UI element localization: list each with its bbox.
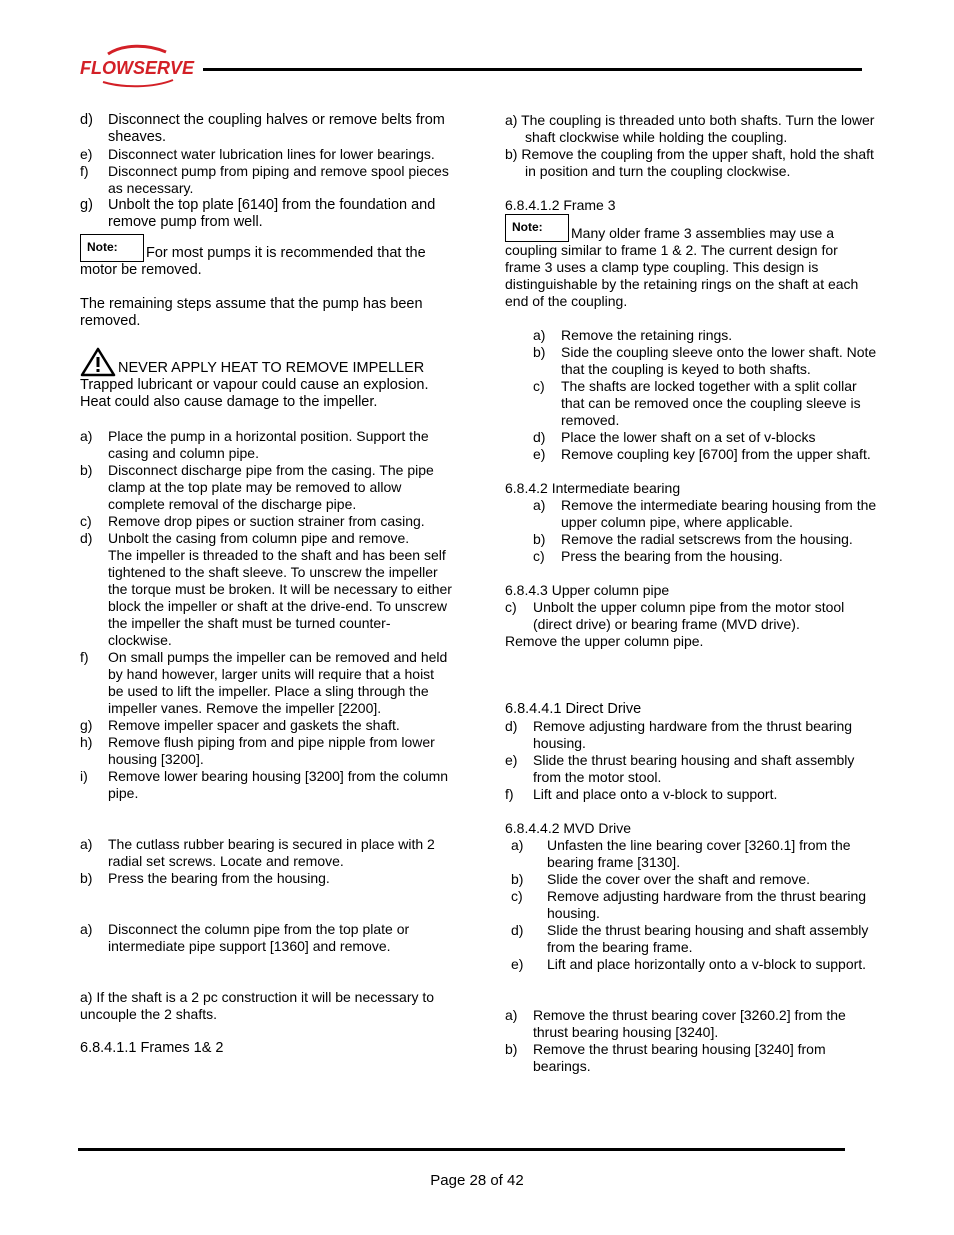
list-item: f) Lift and place onto a v-block to support.: [505, 786, 778, 802]
shaft-paragraph: a) If the shaft is a 2 pc construction it will be necessary to uncouple the 2 shafts.: [80, 989, 435, 1022]
list-item: c) The shafts are locked together with a split collar that can be removed once the coupling sleeve is removed.: [533, 378, 861, 428]
flowserve-logo: [78, 44, 198, 88]
list-item: b) Remove the coupling from the upper shaft, hold the shaft in position and turn the coupling clockwise.: [505, 146, 874, 179]
list-item: c) Remove drop pipes or suction strainer from casing.: [80, 513, 425, 529]
impeller-paragraph: The impeller is threaded to the shaft and has been self tightened to the shaft sleeve. To unscrew the impeller the torque must be broken. It will be necessary to either block the impeller or shaft at the drive-end. To unscrew the impeller the shaft must be turned counter-clockwise.: [108, 547, 452, 648]
upper-column-list: [505, 599, 877, 633]
bearing-removal-list: [80, 836, 452, 887]
list-item: e) Disconnect water lubrication lines for lower bearings.: [80, 146, 435, 162]
list-item: b) Remove the radial setscrews from the housing.: [533, 531, 853, 547]
list-item: d) Place the lower shaft on a set of v-blocks: [533, 429, 816, 445]
list-item: e) Slide the thrust bearing housing and shaft assembly from the motor stool.: [505, 752, 855, 785]
page-number: Page 28 of 42: [430, 1172, 524, 1189]
impeller-removal-list: [80, 649, 452, 802]
intermediate-bearing-list: [505, 497, 877, 565]
list-item: a) Remove the thrust bearing cover [3260.2] from the thrust bearing housing [3240].: [505, 1007, 846, 1040]
list-item: g) Remove impeller spacer and gaskets the shaft.: [80, 717, 400, 733]
warning-line: Trapped lubricant or vapour could cause an explosion.: [80, 377, 429, 393]
upper-column-remove-text: Remove the upper column pipe.: [505, 633, 704, 649]
note-icon: Note:: [505, 214, 569, 242]
disconnect-steps-list: [80, 112, 452, 231]
mvd-drive-heading: 6.8.4.4.2 MVD Drive: [505, 820, 632, 836]
direct-drive-list: [505, 718, 877, 803]
list-item: e) Remove coupling key [6700] from the upper shaft.: [533, 446, 871, 462]
list-item: b) Remove the thrust bearing housing [3240] from bearings.: [505, 1041, 826, 1074]
column-pipe-list: [80, 921, 452, 955]
upper-column-pipe-heading: 6.8.4.3 Upper column pipe: [505, 582, 670, 598]
list-item: d) Remove adjusting hardware from the thrust bearing housing.: [505, 718, 853, 751]
mvd-drive-list: [505, 837, 877, 973]
list-item: b) Disconnect discharge pipe from the casing. The pipe clamp at the top plate may be removed to allow complete removal of the discharge pipe.: [80, 462, 434, 512]
warning-line: Heat could also cause damage to the impeller.: [80, 394, 378, 410]
thrust-bearing-list: [505, 1007, 877, 1075]
header-rule: [203, 68, 862, 71]
remaining-steps-text: The remaining steps assume that the pump has been removed.: [80, 296, 423, 329]
list-item: h) Remove flush piping from and pipe nipple from lower housing [3200].: [80, 734, 435, 767]
frames-1-2-heading: 6.8.4.1.1 Frames 1& 2: [80, 1040, 224, 1056]
list-item: c) Press the bearing from the housing.: [533, 548, 783, 564]
frame-3-heading: 6.8.4.1.2 Frame 3: [505, 197, 616, 213]
note-icon: Note:: [80, 234, 144, 262]
list-item: c) Unbolt the upper column pipe from the motor stool (direct drive) or bearing frame (MVD drive).: [505, 599, 845, 632]
warning-block: [80, 347, 452, 411]
list-item: a) Remove the intermediate bearing housing from the upper column pipe, where applicable.: [533, 497, 877, 530]
list-item: c) Remove adjusting hardware from the thrust bearing housing.: [511, 888, 867, 921]
left-column: [80, 112, 452, 1057]
list-item: a) The cutlass rubber bearing is secured in place with 2 radial set screws. Locate and remove.: [80, 836, 435, 869]
list-item: e) Lift and place horizontally onto a v-block to support.: [511, 956, 867, 972]
right-column: [505, 112, 877, 1075]
list-item: a) Unfasten the line bearing cover [3260.1] from the bearing frame [3130].: [511, 837, 851, 870]
coupling-list: [505, 112, 877, 180]
list-item: b) Side the coupling sleeve onto the lower shaft. Note that the coupling is keyed to both shafts.: [533, 344, 877, 377]
list-item: d) Slide the thrust bearing housing and shaft assembly from the bearing frame.: [511, 922, 869, 955]
casing-removal-list: [80, 428, 452, 547]
list-item: a) Remove the retaining rings.: [533, 327, 733, 343]
list-item: a) The coupling is threaded unto both shafts. Turn the lower shaft clockwise while holding the coupling.: [505, 112, 875, 145]
list-item: b) Slide the cover over the shaft and remove.: [511, 871, 811, 887]
logo-text: FLOWSERVE: [80, 58, 195, 78]
list-item: f) On small pumps the impeller can be removed and held by hand however, larger units will require that a hoist be used to lift the impeller. Place a sling through the impeller vanes. Remove the impeller [2200].: [80, 649, 448, 716]
list-item: f) Disconnect pump from piping and remove spool pieces as necessary.: [80, 163, 449, 196]
note-motor: Note: For most pumps it is recommended that the motor be removed.: [80, 234, 452, 279]
frame-3-steps-list: [505, 327, 877, 463]
list-item: b) Press the bearing from the housing.: [80, 870, 330, 886]
footer-rule: [78, 1148, 845, 1151]
list-item: a) Disconnect the column pipe from the top plate or intermediate pipe support [1360] and remove.: [80, 921, 410, 954]
list-item: a) Place the pump in a horizontal position. Support the casing and column pipe.: [80, 428, 429, 461]
list-item: d) Unbolt the casing from column pipe and remove.: [80, 530, 410, 546]
list-item: g) Unbolt the top plate [6140] from the foundation and remove pump from well.: [80, 197, 436, 230]
list-item: i) Remove lower bearing housing [3200] from the column pipe.: [80, 768, 449, 801]
note-frame-3: Note: Many older frame 3 assemblies may use a coupling similar to frame 1 & 2. The current design for frame 3 uses a clamp type coupling. This design is distinguishable by the retaining rings on the shaft at each end of the coupling.: [505, 214, 877, 310]
warning-triangle-icon: [80, 347, 116, 377]
list-item: d) Disconnect the coupling halves or remove belts from sheaves.: [80, 112, 445, 145]
direct-drive-heading: 6.8.4.4.1 Direct Drive: [505, 701, 642, 717]
intermediate-bearing-heading: 6.8.4.2 Intermediate bearing: [505, 480, 681, 496]
warning-heading: NEVER APPLY HEAT TO REMOVE IMPELLER: [118, 360, 425, 376]
